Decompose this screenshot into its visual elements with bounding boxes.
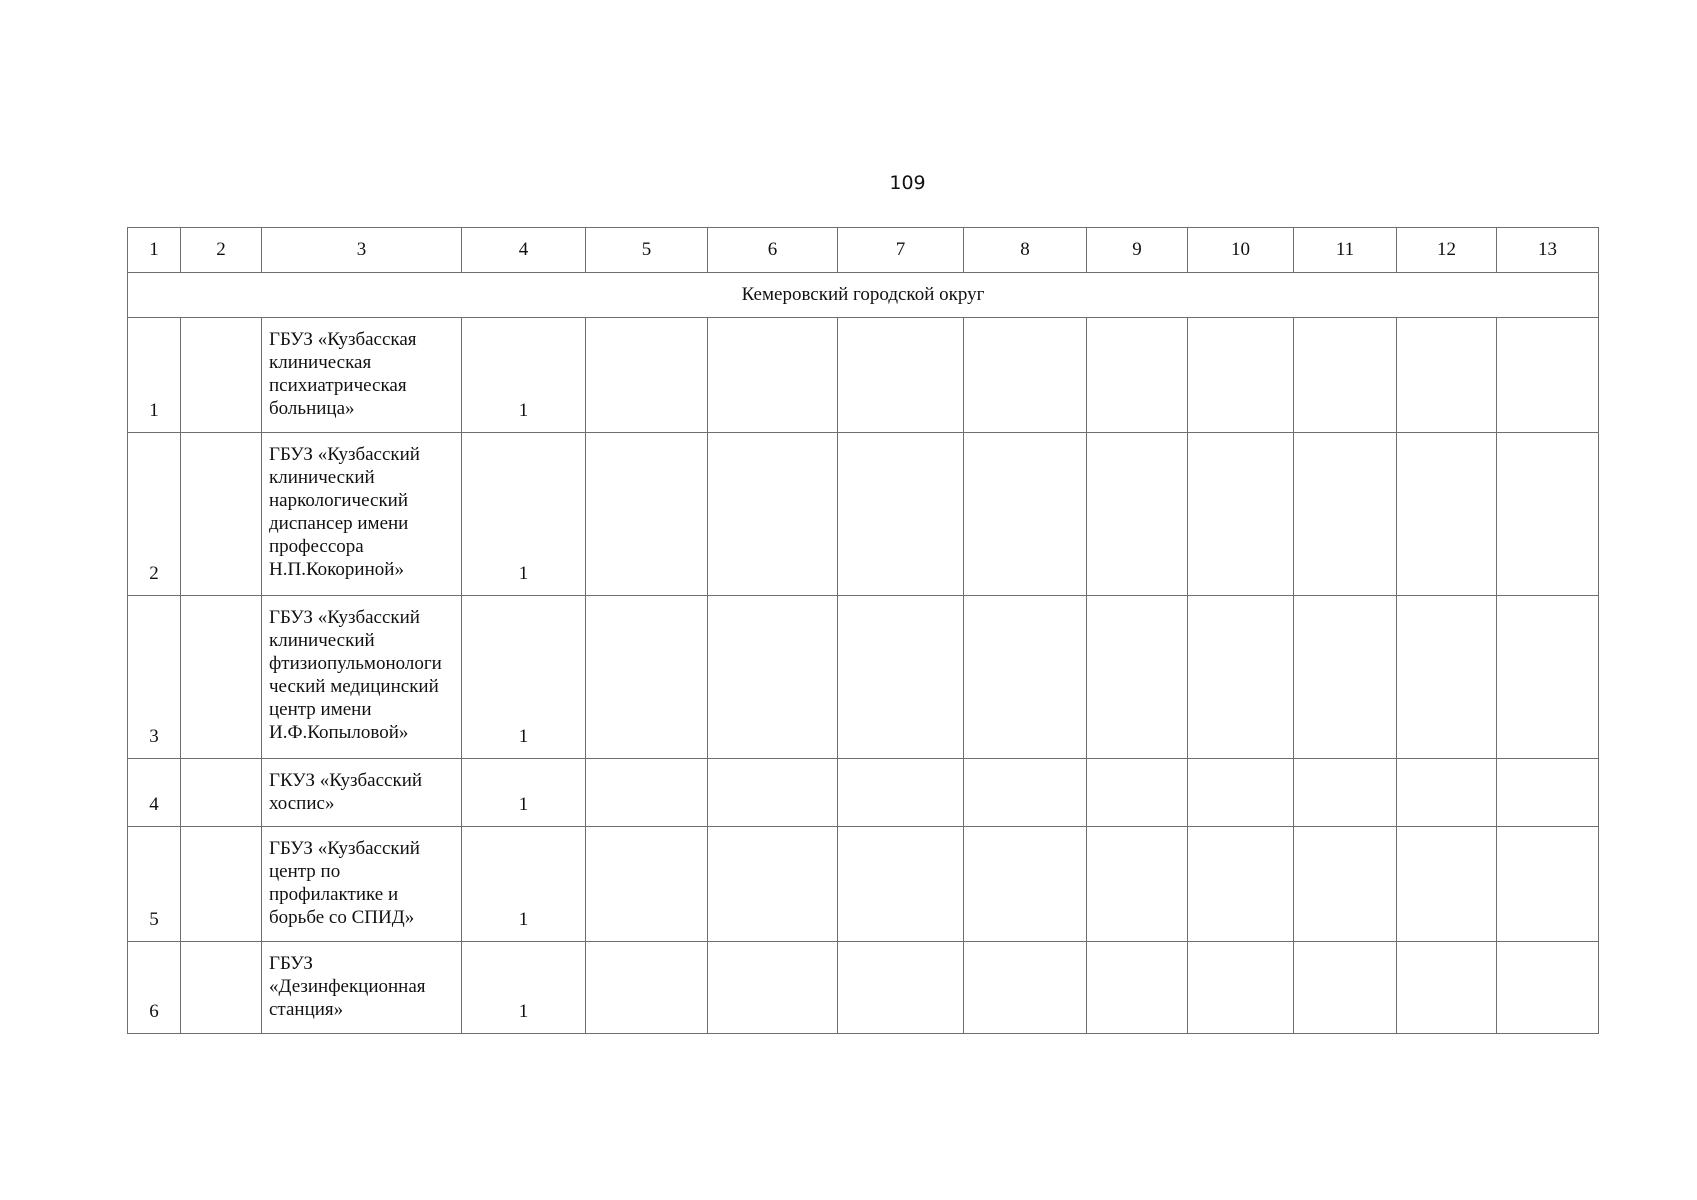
empty-cell	[1087, 759, 1188, 827]
empty-cell	[1497, 827, 1599, 942]
section-title: Кемеровский городской округ	[128, 273, 1599, 318]
column-2-cell	[181, 759, 262, 827]
row-number-cell: 1	[128, 318, 181, 433]
empty-cell	[1397, 318, 1497, 433]
empty-cell	[964, 942, 1087, 1034]
empty-cell	[964, 827, 1087, 942]
header-cell: 9	[1087, 228, 1188, 273]
empty-cell	[1087, 433, 1188, 596]
empty-cell	[708, 433, 838, 596]
empty-cell	[1087, 827, 1188, 942]
empty-cell	[708, 942, 838, 1034]
quantity-cell: 1	[462, 759, 586, 827]
empty-cell	[1497, 942, 1599, 1034]
table-body	[128, 228, 1599, 1034]
empty-cell	[1188, 318, 1294, 433]
table-row	[128, 318, 1599, 433]
header-cell: 11	[1294, 228, 1397, 273]
header-cell: 4	[462, 228, 586, 273]
table-row	[128, 942, 1599, 1034]
page-number: 109	[889, 172, 926, 194]
table-row	[128, 827, 1599, 942]
empty-cell	[1188, 759, 1294, 827]
organization-name-cell: ГБУЗ «Кузбасская клиническая психиатрическая больница»	[262, 318, 462, 433]
column-2-cell	[181, 433, 262, 596]
empty-cell	[838, 318, 964, 433]
row-number-cell: 5	[128, 827, 181, 942]
organization-name-cell: ГБУЗ «Кузбасский центр по профилактике и борьбе со СПИД»	[262, 827, 462, 942]
column-2-cell	[181, 942, 262, 1034]
empty-cell	[838, 433, 964, 596]
empty-cell	[586, 318, 708, 433]
header-cell: 12	[1397, 228, 1497, 273]
header-row	[128, 228, 1599, 273]
empty-cell	[964, 318, 1087, 433]
empty-cell	[1497, 433, 1599, 596]
empty-cell	[964, 759, 1087, 827]
empty-cell	[1087, 942, 1188, 1034]
empty-cell	[586, 596, 708, 759]
empty-cell	[1397, 759, 1497, 827]
empty-cell	[1397, 827, 1497, 942]
table-row	[128, 596, 1599, 759]
empty-cell	[1397, 433, 1497, 596]
empty-cell	[708, 596, 838, 759]
empty-cell	[1188, 942, 1294, 1034]
empty-cell	[838, 942, 964, 1034]
header-cell: 6	[708, 228, 838, 273]
table-row	[128, 433, 1599, 596]
header-cell: 2	[181, 228, 262, 273]
column-2-cell	[181, 596, 262, 759]
header-cell: 8	[964, 228, 1087, 273]
empty-cell	[1294, 759, 1397, 827]
empty-cell	[964, 433, 1087, 596]
quantity-cell: 1	[462, 942, 586, 1034]
empty-cell	[708, 827, 838, 942]
quantity-cell: 1	[462, 433, 586, 596]
empty-cell	[1294, 318, 1397, 433]
data-table	[127, 227, 1599, 1034]
table-row	[128, 759, 1599, 827]
organization-name-cell: ГКУЗ «Кузбасский хоспис»	[262, 759, 462, 827]
empty-cell	[708, 759, 838, 827]
empty-cell	[586, 433, 708, 596]
empty-cell	[1294, 596, 1397, 759]
header-cell: 7	[838, 228, 964, 273]
header-cell: 5	[586, 228, 708, 273]
empty-cell	[1294, 942, 1397, 1034]
organization-name-cell: ГБУЗ «Кузбасский клинический наркологический диспансер имени профессора Н.П.Кокориной»	[262, 433, 462, 596]
empty-cell	[586, 827, 708, 942]
empty-cell	[838, 827, 964, 942]
empty-cell	[1087, 596, 1188, 759]
empty-cell	[1397, 942, 1497, 1034]
header-cell: 3	[262, 228, 462, 273]
row-number-cell: 2	[128, 433, 181, 596]
empty-cell	[964, 596, 1087, 759]
empty-cell	[1497, 596, 1599, 759]
row-number-cell: 6	[128, 942, 181, 1034]
row-number-cell: 4	[128, 759, 181, 827]
empty-cell	[586, 942, 708, 1034]
empty-cell	[1087, 318, 1188, 433]
row-number-cell: 3	[128, 596, 181, 759]
empty-cell	[1397, 596, 1497, 759]
empty-cell	[838, 596, 964, 759]
organization-name-cell: ГБУЗ «Кузбасский клинический фтизиопульмонологи ческий медицинский центр имени И.Ф.Копыловой»	[262, 596, 462, 759]
empty-cell	[1497, 759, 1599, 827]
empty-cell	[1188, 827, 1294, 942]
empty-cell	[1188, 596, 1294, 759]
header-cell: 13	[1497, 228, 1599, 273]
section-row	[128, 273, 1599, 318]
empty-cell	[1294, 827, 1397, 942]
empty-cell	[1188, 433, 1294, 596]
quantity-cell: 1	[462, 318, 586, 433]
quantity-cell: 1	[462, 827, 586, 942]
quantity-cell: 1	[462, 596, 586, 759]
header-cell: 10	[1188, 228, 1294, 273]
organization-name-cell: ГБУЗ «Дезинфекционная станция»	[262, 942, 462, 1034]
empty-cell	[1497, 318, 1599, 433]
empty-cell	[586, 759, 708, 827]
header-cell: 1	[128, 228, 181, 273]
empty-cell	[708, 318, 838, 433]
empty-cell	[1294, 433, 1397, 596]
column-2-cell	[181, 827, 262, 942]
empty-cell	[838, 759, 964, 827]
column-2-cell	[181, 318, 262, 433]
